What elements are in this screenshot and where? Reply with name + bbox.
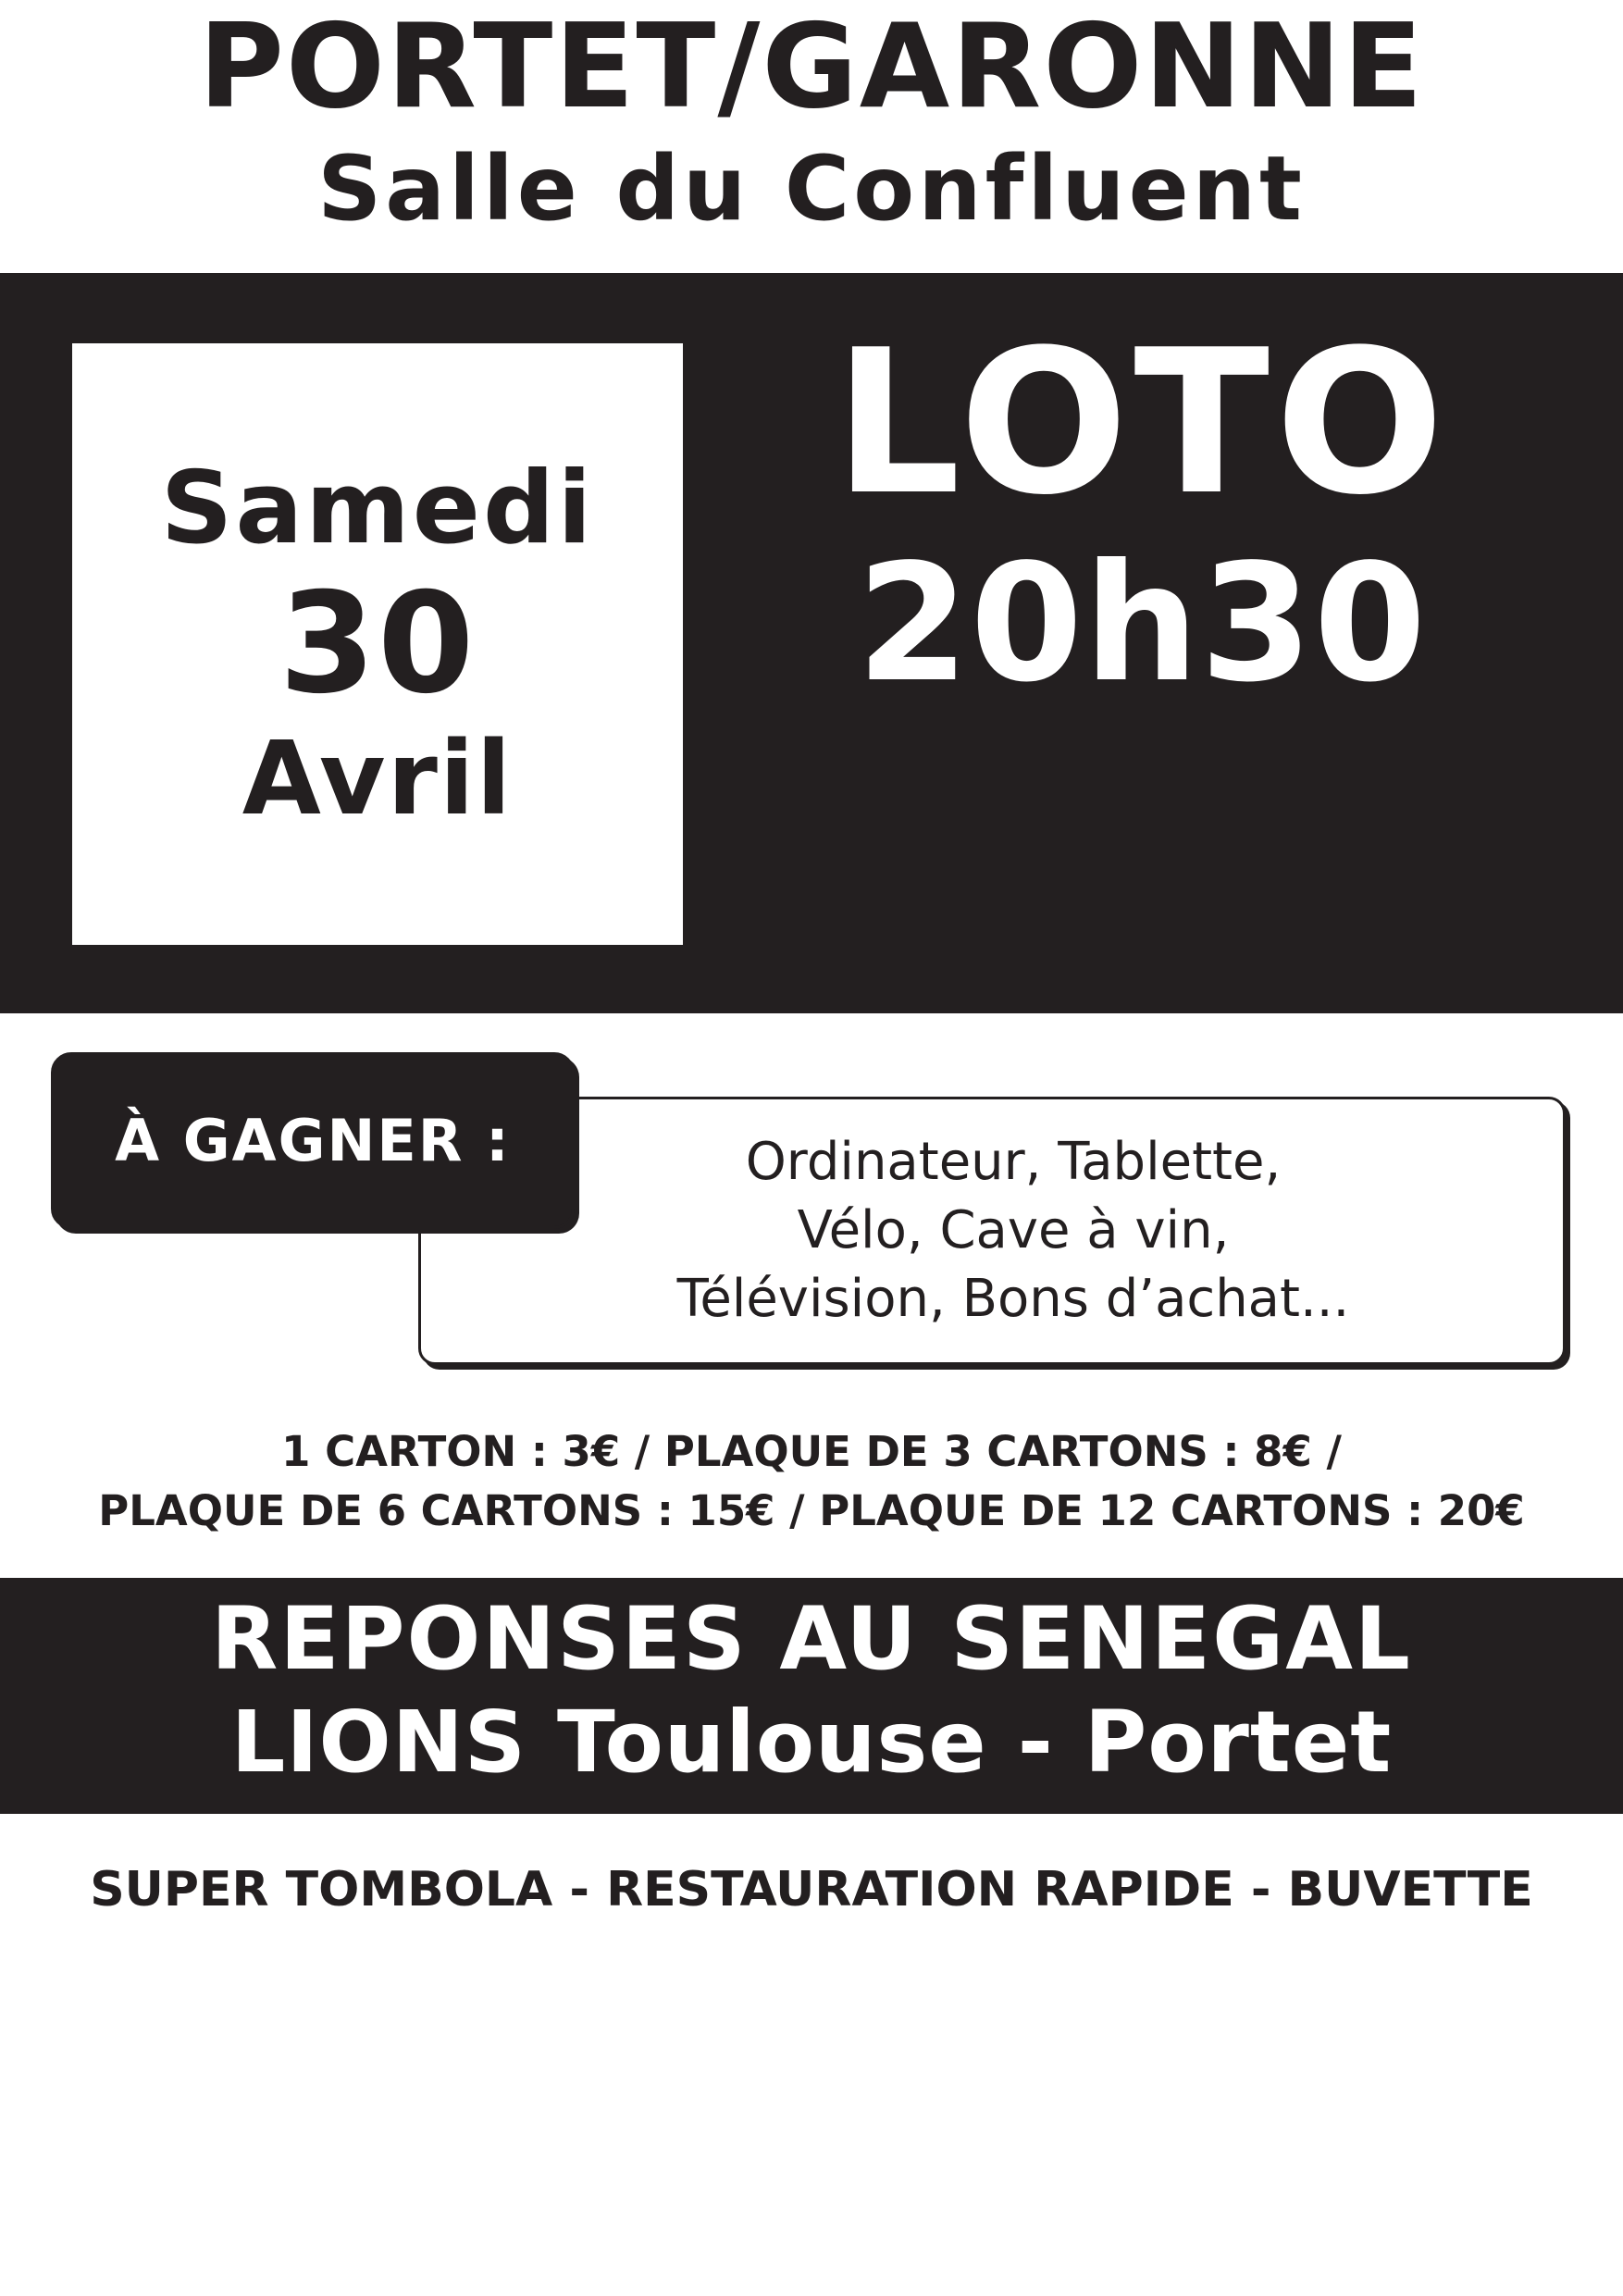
event-time: 20h30 xyxy=(856,530,1428,719)
event-title-block xyxy=(698,305,1586,719)
organizer-line-2: LIONS Toulouse - Portet xyxy=(230,1693,1393,1793)
venue-title: Salle du Confluent xyxy=(317,136,1306,241)
date-day-number: 30 xyxy=(279,563,477,725)
prizes-label: À GAGNER : xyxy=(115,1106,511,1174)
prizes-line-2: Vélo, Cave à vin, xyxy=(797,1199,1230,1260)
date-month: Avril xyxy=(242,719,514,838)
pricing-section xyxy=(0,1422,1623,1541)
pricing-line-2: PLAQUE DE 6 CARTONS : 15€ / PLAQUE DE 12 CARTONS : 20€ xyxy=(98,1485,1525,1535)
poster-header xyxy=(0,0,1623,240)
pricing-line-1: 1 CARTON : 3€ / PLAQUE DE 3 CARTONS : 8€ / xyxy=(281,1426,1342,1476)
prizes-section xyxy=(0,1052,1623,1413)
date-box xyxy=(72,343,683,945)
city-title: PORTET/GARONNE xyxy=(198,0,1425,134)
organizer-line-1: REPONSES AU SENEGAL xyxy=(211,1588,1412,1690)
footer-note: SUPER TOMBOLA - RESTAURATION RAPIDE - BUVETTE xyxy=(90,1862,1533,1918)
event-title: LOTO xyxy=(834,305,1450,539)
prizes-label-tab xyxy=(51,1052,575,1229)
date-time-band xyxy=(0,273,1623,1013)
date-day-name: Samedi xyxy=(160,450,595,566)
prizes-box xyxy=(418,1097,1566,1365)
prizes-line-3: Télévision, Bons d’achat... xyxy=(676,1268,1350,1329)
prizes-line-1: Ordinateur, Tablette, xyxy=(745,1132,1282,1193)
prizes-text xyxy=(613,1128,1372,1334)
organizer-band xyxy=(0,1578,1623,1815)
